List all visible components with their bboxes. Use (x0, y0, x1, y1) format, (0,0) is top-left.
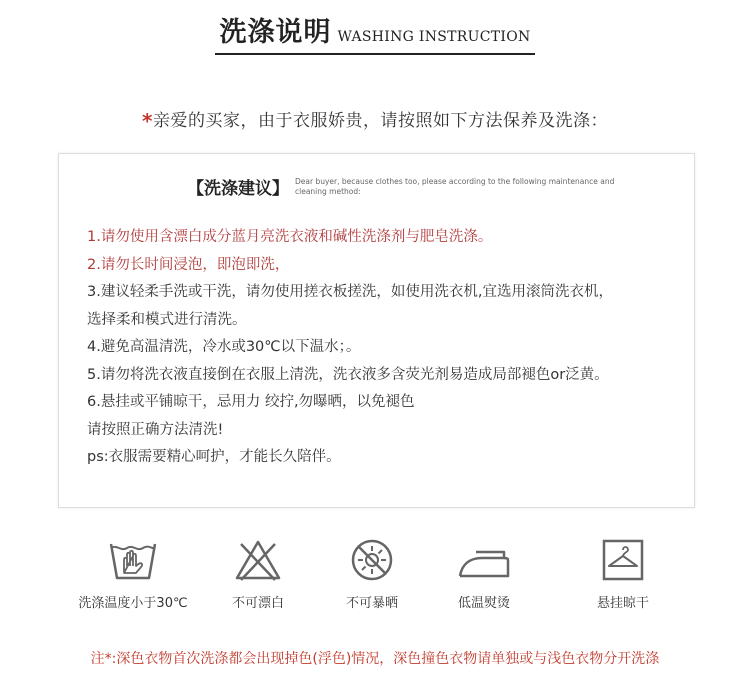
page-title: 洗涤说明 (219, 17, 332, 48)
no-sun-dry-icon (348, 538, 396, 582)
intro-text: 亲爱的买家，由于衣服娇贵，请按照如下方法保养及洗涤： (152, 111, 608, 131)
advice-list (87, 224, 686, 472)
care-item-no-sun-dry (332, 538, 412, 611)
page-title-english: WASHING INSTRUCTION (337, 29, 531, 45)
footer-note: 注*:深色衣物首次洗涤都会出现掉色(浮色)情况，深色撞色衣物请单独或与浅色衣物分开洗涤 (90, 651, 660, 667)
hang-dry-icon (601, 538, 645, 582)
header-title-underline (215, 10, 534, 55)
hand-wash-icon (107, 538, 159, 582)
washing-advice-box (58, 153, 695, 508)
advice-item: 选择柔和模式进行清洗。 (87, 311, 247, 328)
care-item-hand-wash (58, 538, 208, 611)
care-icons-row (58, 538, 695, 618)
care-item-no-bleach (218, 538, 298, 611)
advice-item: 6.悬挂或平铺晾干，忌用力 绞拧,勿曝晒，以免褪色 (87, 394, 415, 410)
low-iron-label: 低温熨烫 (457, 596, 510, 611)
header (0, 10, 750, 55)
no-bleach-label: 不可漂白 (231, 596, 284, 611)
advice-item: ps:衣服需要精心呵护，才能长久陪伴。 (87, 449, 341, 465)
advice-title-english: Dear buyer, because clothes too, please according to the following maintenance and cleaning method: (295, 176, 615, 196)
advice-item: 请按照正确方法清洗! (87, 421, 224, 438)
advice-item: 4.避免高温清洗，冷水或30℃以下温水；。 (87, 339, 361, 355)
advice-item: 5.请勿将洗衣液直接倒在衣服上清洗，洗衣液多含荧光剂易造成局部褪色or泛黄。 (87, 366, 609, 383)
care-item-hang-dry (578, 538, 668, 611)
advice-heading (187, 174, 615, 199)
no-bleach-icon (233, 538, 283, 582)
advice-item: 1.请勿使用含漂白成分蓝月亮洗衣液和碱性洗涤剂与肥皂洗涤。 (87, 229, 493, 245)
intro-star: * (142, 109, 153, 133)
advice-item: 3.建议轻柔手洗或干洗，请勿使用搓衣板搓洗，如使用洗衣机,宜选用滚筒洗衣机， (87, 284, 613, 300)
low-iron-icon (456, 538, 512, 582)
advice-item: 2.请勿长时间浸泡，即泡即洗， (87, 256, 290, 273)
care-item-low-iron (444, 538, 524, 611)
advice-title: 【洗涤建议】 (187, 179, 289, 199)
hang-dry-label: 悬挂晾干 (596, 596, 649, 611)
intro-line (0, 106, 750, 133)
hand-wash-label: 洗涤温度小于30℃ (78, 596, 188, 611)
no-sun-dry-label: 不可暴晒 (345, 596, 398, 611)
